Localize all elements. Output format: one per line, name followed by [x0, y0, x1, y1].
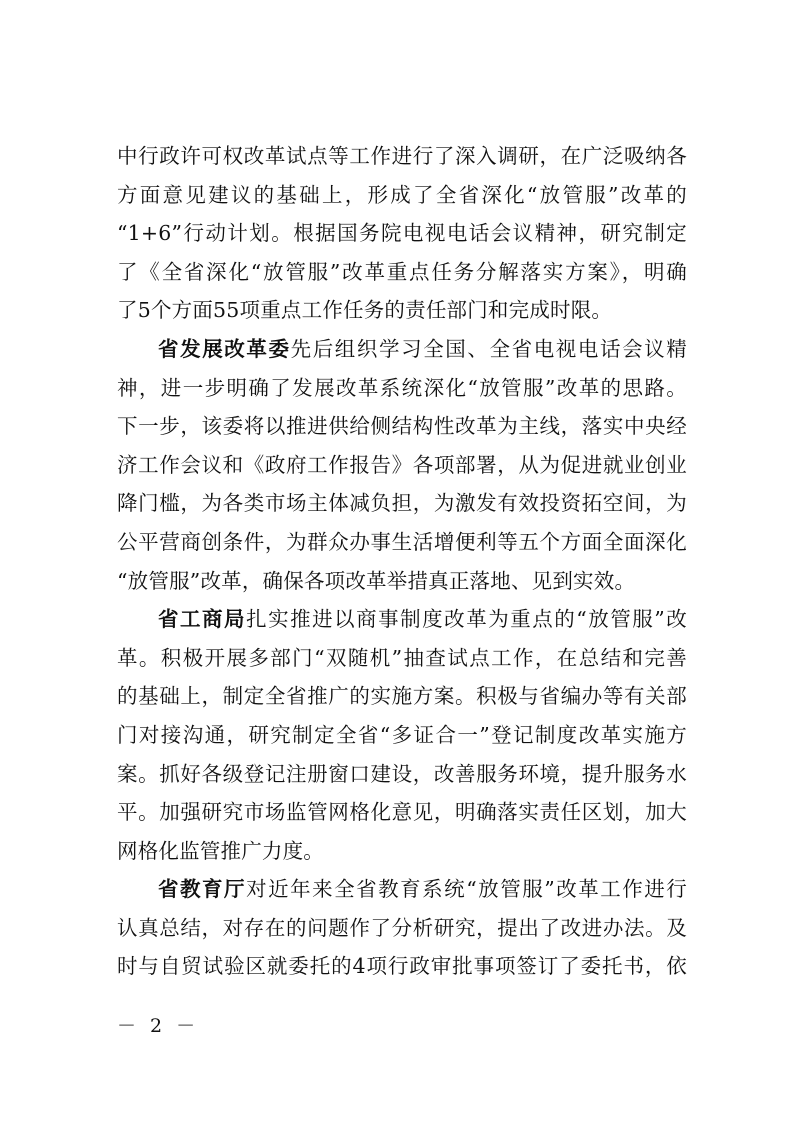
text-line: 案。抓好各级登记注册窗口建设，改善服务环境，提升服务水 — [117, 761, 687, 786]
text-span: 扎实推进以商事制度改革为重点的“放管服”改 — [246, 607, 687, 632]
text-line: 门对接沟通，研究制定全省“多证合一”登记制度改革实施方 — [117, 722, 687, 747]
text-line: 降门槛，为各类市场主体减负担，为激发有效投资拓空间，为 — [117, 491, 687, 516]
text-line: 了5个方面55项重点工作任务的责任部门和完成时限。 — [117, 298, 613, 323]
paragraph-first-line — [117, 600, 687, 639]
text-line: 济工作会议和《政府工作报告》各项部署，从为促进就业创业 — [117, 452, 687, 477]
page-number: － 2 － — [117, 1015, 200, 1037]
text-line: 方面意见建议的基础上，形成了全省深化“放管服”改革的 — [117, 182, 687, 207]
paragraph-lead-heading: 省教育厅 — [158, 877, 247, 902]
paragraph-first-line — [117, 870, 687, 909]
body-text — [117, 137, 687, 986]
text-line: 时与自贸试验区就委托的4项行政审批事项签订了委托书，依 — [117, 954, 687, 979]
text-span: 先后组织学习全国、全省电视电话会议精 — [290, 336, 687, 361]
text-line: 认真总结，对存在的问题作了分析研究，提出了改进办法。及 — [117, 915, 687, 940]
text-line: 网格化监管推广力度。 — [117, 838, 324, 863]
text-span: 对近年来全省教育系统“放管服”改革工作进行 — [246, 877, 687, 902]
text-line: 公平营商创条件，为群众办事生活增便利等五个方面全面深化 — [117, 529, 687, 554]
text-line: 了《全省深化“放管服”改革重点任务分解落实方案》，明确 — [117, 259, 687, 284]
text-line: 的基础上，制定全省推广的实施方案。积极与省编办等有关部 — [117, 684, 687, 709]
text-line: 神，进一步明确了发展改革系统深化“放管服”改革的思路。 — [117, 375, 687, 400]
text-line: 下一步，该委将以推进供给侧结构性改革为主线，落实中央经 — [117, 414, 687, 439]
text-line: “1+6”行动计划。根据国务院电视电话会议精神，研究制定 — [117, 221, 687, 246]
paragraph-first-line — [117, 330, 687, 369]
paragraph-lead-heading: 省发展改革委 — [158, 336, 291, 361]
text-line: “放管服”改革，确保各项改革举措真正落地、见到实效。 — [117, 568, 636, 593]
text-line: 平。加强研究市场监管网格化意见，明确落实责任区划，加大 — [117, 800, 687, 825]
text-line: 中行政许可权改革试点等工作进行了深入调研，在广泛吸纳各 — [117, 144, 687, 168]
paragraph-lead-heading: 省工商局 — [158, 607, 247, 632]
text-line: 革。积极开展多部门“双随机”抽查试点工作，在总结和完善 — [117, 645, 687, 670]
